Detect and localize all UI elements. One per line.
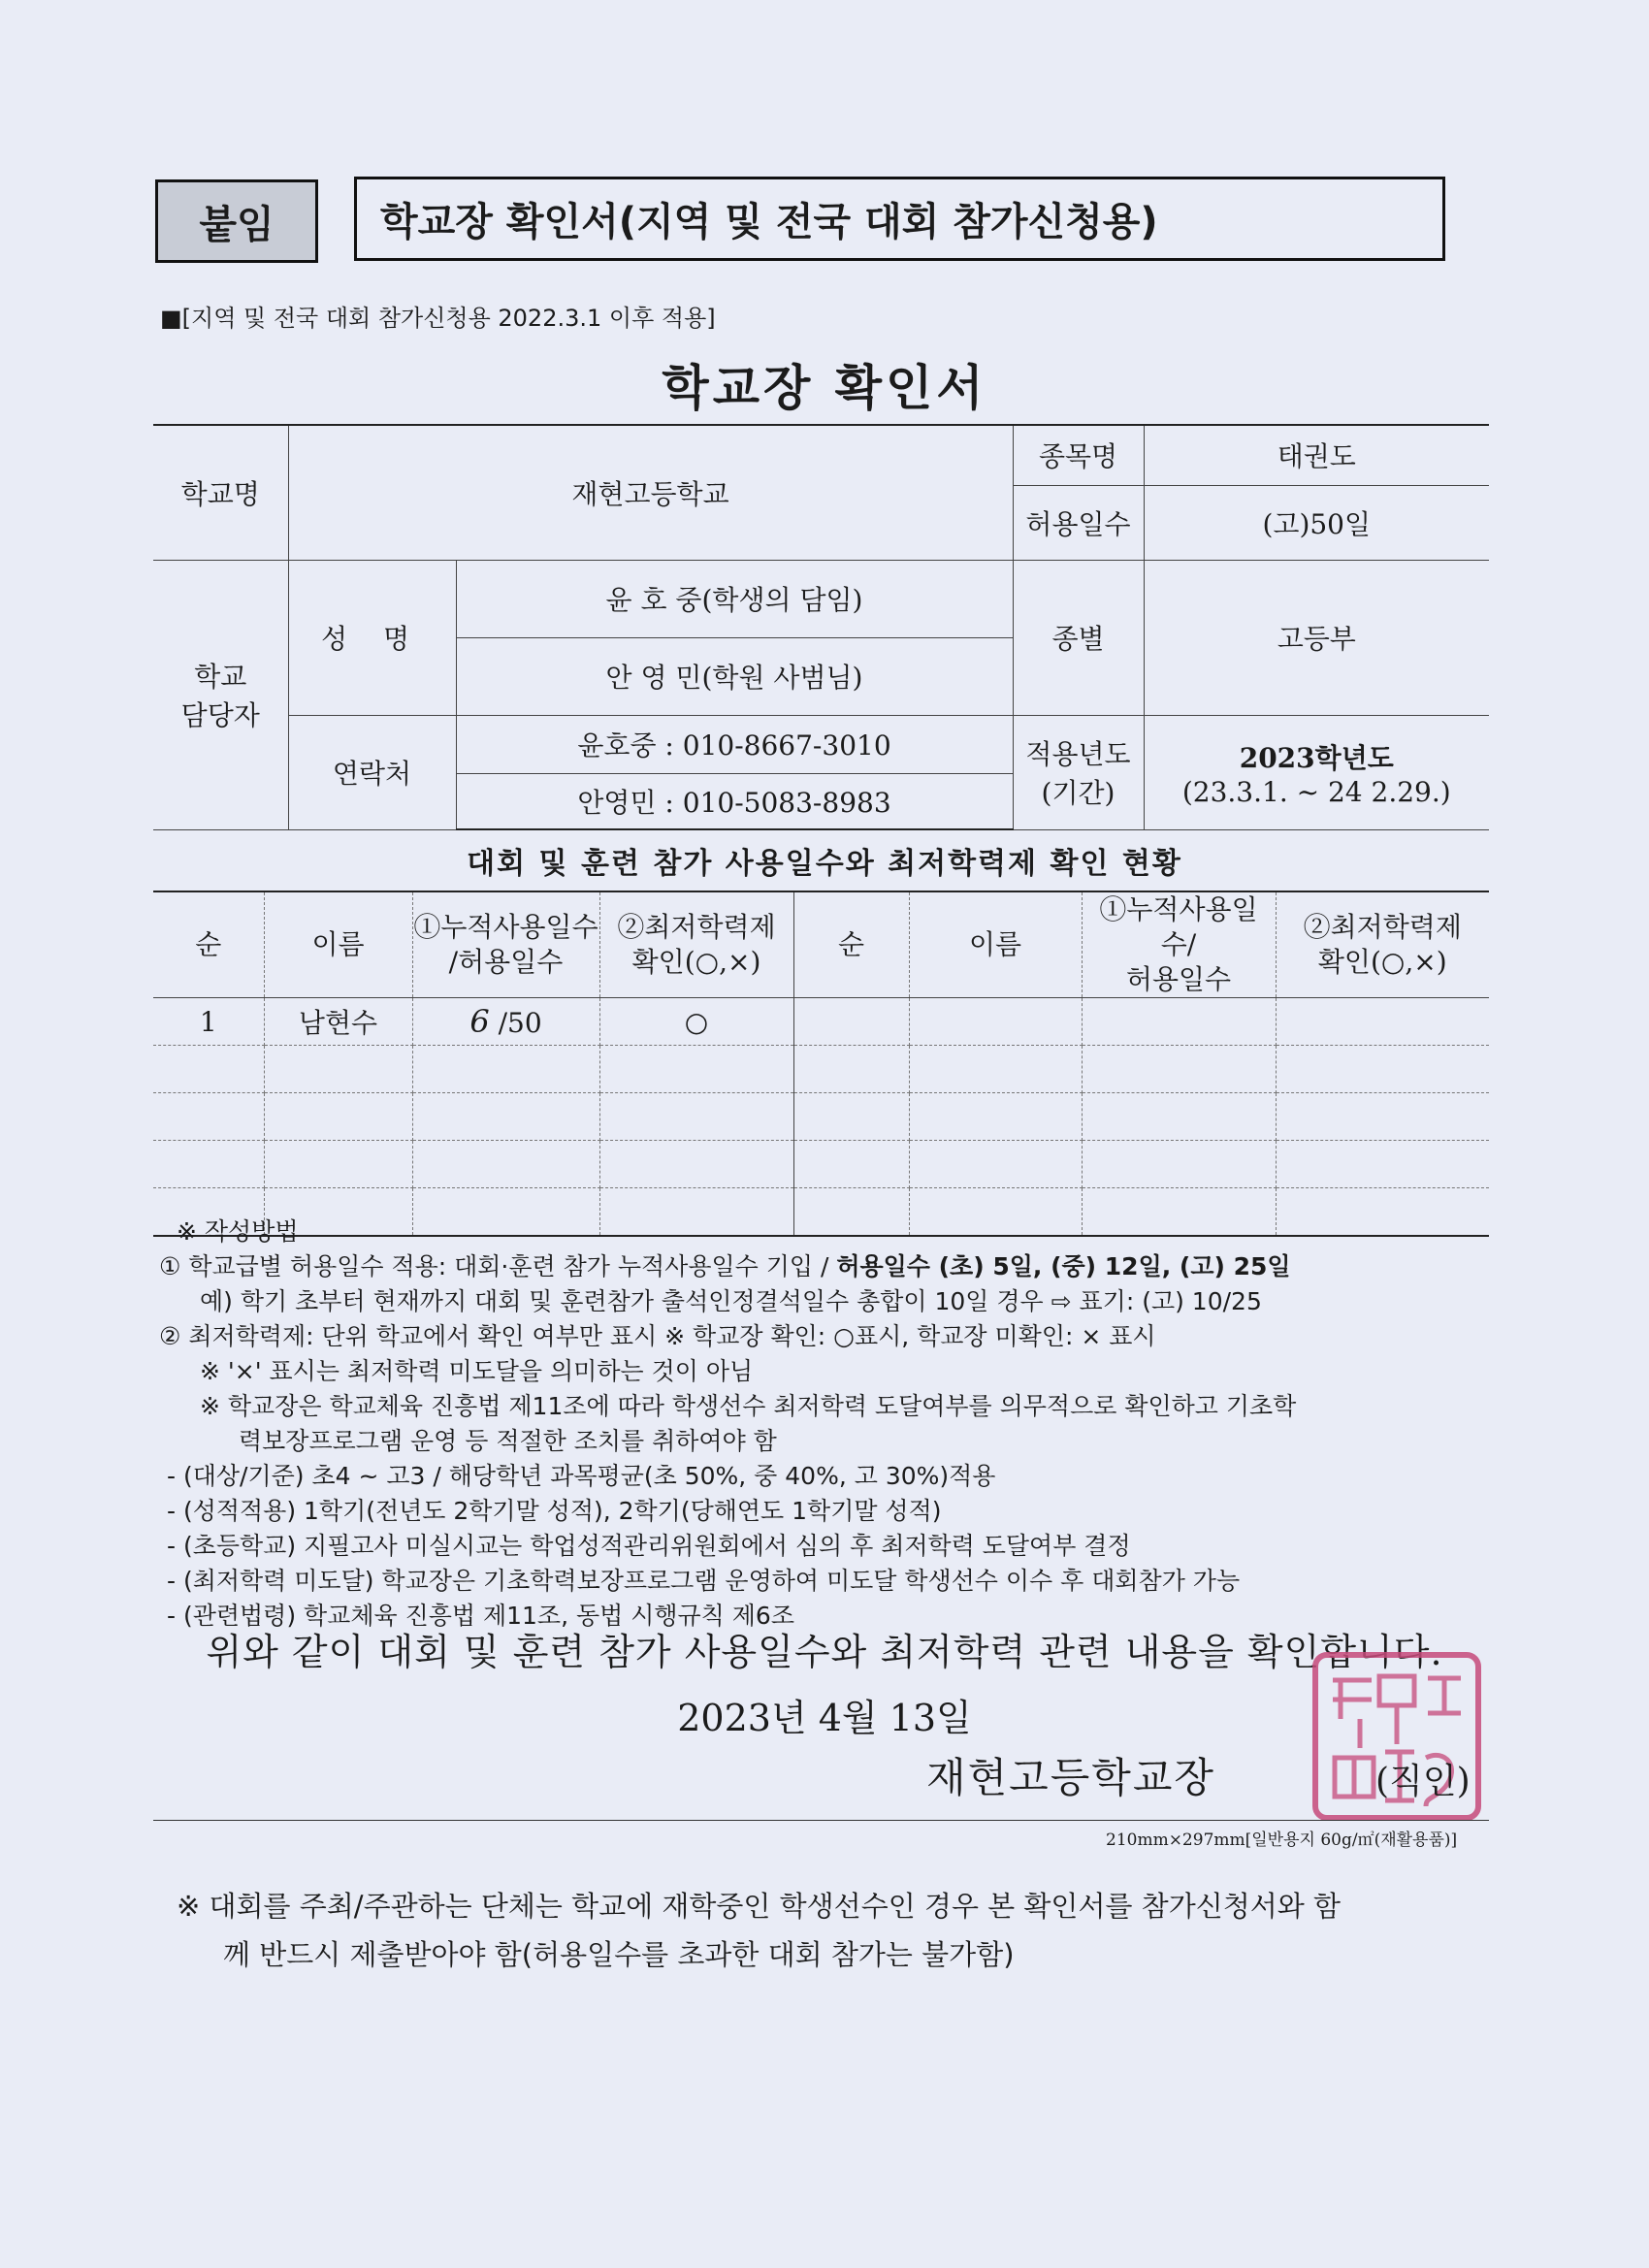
empty-cell (153, 1141, 264, 1188)
paper-spec: 210mm×297mm[일반용지 60g/㎡(재활용품)] (1106, 1831, 1458, 1850)
col-check-line2: 확인(○,×) (631, 946, 761, 978)
footnote (177, 1882, 1496, 1979)
year-value (1144, 715, 1489, 829)
col-days-right-line1: ①누적사용일수/ (1099, 893, 1258, 960)
empty-cell (412, 1141, 599, 1188)
empty-cell (909, 1093, 1082, 1141)
empty-cell (1276, 1093, 1489, 1141)
contact-2: 안영민 : 010-5083-8983 (456, 773, 1013, 829)
detail-5: - (관련법령) 학교체육 진흥법 제11조, 동법 시행규칙 제6조 (167, 1602, 794, 1630)
manager-label-line1: 학교 (194, 661, 247, 693)
allowed-days-value: (고)50일 (1144, 485, 1489, 560)
detail-1: - (대상/기준) 초4 ~ 고3 / 해당학년 과목평균(초 50%, 중 40%, 고 30%)적용 (167, 1462, 996, 1490)
sport-label: 종목명 (1013, 425, 1144, 485)
col-name: 이름 (264, 891, 412, 998)
empty-cell (599, 1141, 793, 1188)
empty-cell (412, 1093, 599, 1141)
year-label (1013, 715, 1144, 829)
principal-name: 재현고등학교장 (926, 1754, 1216, 1801)
empty-cell (264, 1046, 412, 1093)
usage-section-title: 대회 및 훈련 참가 사용일수와 최저학력제 확인 현황 (467, 847, 1182, 881)
empty-cell (599, 1093, 793, 1141)
table-row (153, 1046, 1489, 1093)
empty-cell (153, 1093, 264, 1141)
col-check-line1: ②최저학력제 (617, 911, 776, 943)
instructions-heading: ※ 작성방법 (177, 1217, 299, 1246)
empty-cell (599, 1046, 793, 1093)
instructions (159, 1215, 1496, 1634)
row-days (412, 998, 599, 1046)
seal-label: (직인) (1375, 1762, 1471, 1801)
empty-cell (264, 1141, 412, 1188)
note-4: ※ 학교장은 학교체육 진흥법 제11조에 따라 학생선수 최저학력 도달여부를 의무적으로 확인하고 기초학 (200, 1392, 1297, 1420)
col-no-right: 순 (793, 891, 909, 998)
row-days-allowed: /50 (498, 1007, 542, 1039)
detail-3: - (초등학교) 지필고사 미실시교는 학업성적관리위원회에서 심의 후 최저학력 도달여부 결정 (167, 1532, 1131, 1560)
note-3: ※ '×' 표시는 최저학력 미도달을 의미하는 것이 아님 (200, 1357, 754, 1385)
empty-cell (793, 1141, 909, 1188)
empty-cell (1082, 1141, 1276, 1188)
applies-note: ■[지역 및 전국 대회 참가신청용 2022.3.1 이후 적용] (160, 305, 716, 332)
name-label: 성 명 (288, 560, 456, 715)
contact-label: 연락처 (288, 715, 456, 829)
row-days-used: 6 (469, 1003, 490, 1040)
confirmation-text: 위와 같이 대회 및 훈련 참가 사용일수와 최저학력 관련 내용을 확인합니다. (206, 1631, 1443, 1673)
issue-date: 2023년 4월 13일 (677, 1697, 972, 1739)
table-row (153, 998, 1489, 1046)
sport-value: 태권도 (1144, 425, 1489, 485)
form-title-box (354, 177, 1445, 261)
row-no: 1 (153, 998, 264, 1046)
empty-cell (1082, 998, 1276, 1046)
year-label-line2: (기간) (1041, 777, 1116, 809)
col-days-right (1082, 891, 1276, 998)
col-days-right-line2: 허용일수 (1125, 963, 1232, 995)
empty-cell (1082, 1093, 1276, 1141)
attachment-tag: 붙임 (155, 179, 318, 263)
table-row (153, 1141, 1489, 1188)
col-name-right: 이름 (909, 891, 1082, 998)
col-check-right-line1: ②최저학력제 (1303, 911, 1462, 943)
detail-4: - (최저학력 미도달) 학교장은 기초학력보장프로그램 운영하여 미도달 학생선수 이수 후 대회참가 가능 (167, 1567, 1241, 1595)
table-row (153, 1093, 1489, 1141)
school-name-label: 학교명 (153, 425, 288, 560)
division-value: 고등부 (1144, 560, 1489, 715)
row-check: ○ (599, 998, 793, 1046)
usage-table (153, 891, 1489, 1237)
school-year: 2023학년도 (1239, 741, 1394, 774)
empty-cell (1082, 1046, 1276, 1093)
note-1-example: 예) 학기 초부터 현재까지 대회 및 훈련참가 출석인정결석일수 총합이 10일 경우 ⇨ 표기: (고) 10/25 (200, 1287, 1262, 1315)
year-label-line1: 적용년도 (1025, 738, 1131, 770)
empty-cell (793, 1093, 909, 1141)
school-year-period: (23.3.1. ~ 24 2.29.) (1181, 775, 1451, 808)
empty-cell (909, 998, 1082, 1046)
divider (153, 1820, 1489, 1821)
empty-cell (909, 1141, 1082, 1188)
detail-2: - (성적적용) 1학기(전년도 2학기말 성적), 2학기(당해연도 1학기말 성적) (167, 1497, 942, 1525)
col-check-right (1276, 891, 1489, 998)
manager-label-line2: 담당자 (180, 699, 260, 731)
empty-cell (793, 1046, 909, 1093)
manager-name-2: 안 영 민(학원 사범님) (456, 637, 1013, 715)
empty-cell (1276, 1141, 1489, 1188)
division-label: 종별 (1013, 560, 1144, 715)
empty-cell (793, 998, 909, 1046)
allowed-days-label: 허용일수 (1013, 485, 1144, 560)
empty-cell (412, 1046, 599, 1093)
note-2: ② 최저학력제: 단위 학교에서 확인 여부만 표시 ※ 학교장 확인: ○표시, 학교장 미확인: × 표시 (159, 1322, 1156, 1350)
empty-cell (264, 1093, 412, 1141)
document-title: 학교장 확인서 (662, 360, 987, 416)
col-days-line2: /허용일수 (448, 946, 564, 978)
col-check-right-line2: 확인(○,×) (1317, 946, 1447, 978)
note-1-bold: 허용일수 (초) 5일, (중) 12일, (고) 25일 (836, 1252, 1291, 1280)
col-no: 순 (153, 891, 264, 998)
footnote-line1: ※ 대회를 주최/주관하는 단체는 학교에 재학중인 학생선수인 경우 본 확인서를 참가신청서와 함 (177, 1890, 1342, 1923)
col-days-line1: ①누적사용일수 (413, 911, 598, 943)
empty-cell (1276, 1046, 1489, 1093)
manager-name-1: 윤 호 중(학생의 담임) (456, 560, 1013, 637)
school-name-value: 재현고등학교 (288, 425, 1013, 560)
empty-cell (153, 1046, 264, 1093)
note-4-cont: 력보장프로그램 운영 등 적절한 조치를 취하여야 함 (239, 1427, 777, 1455)
empty-cell (1276, 998, 1489, 1046)
empty-cell (909, 1046, 1082, 1093)
manager-label (153, 560, 288, 829)
form-title: 학교장 확인서(지역 및 전국 대회 참가신청용) (380, 200, 1158, 244)
note-1 (159, 1249, 1496, 1284)
col-check (599, 891, 793, 998)
col-days (412, 891, 599, 998)
note-1-text: ① 학교급별 허용일수 적용: 대회·훈련 참가 누적사용일수 기입 / (159, 1252, 837, 1280)
row-name: 남현수 (264, 998, 412, 1046)
contact-1: 윤호중 : 010-8667-3010 (456, 715, 1013, 773)
school-info-table (153, 424, 1489, 830)
footnote-line2: 께 반드시 제출받아야 함(허용일수를 초과한 대회 참가는 불가함) (223, 1938, 1015, 1971)
